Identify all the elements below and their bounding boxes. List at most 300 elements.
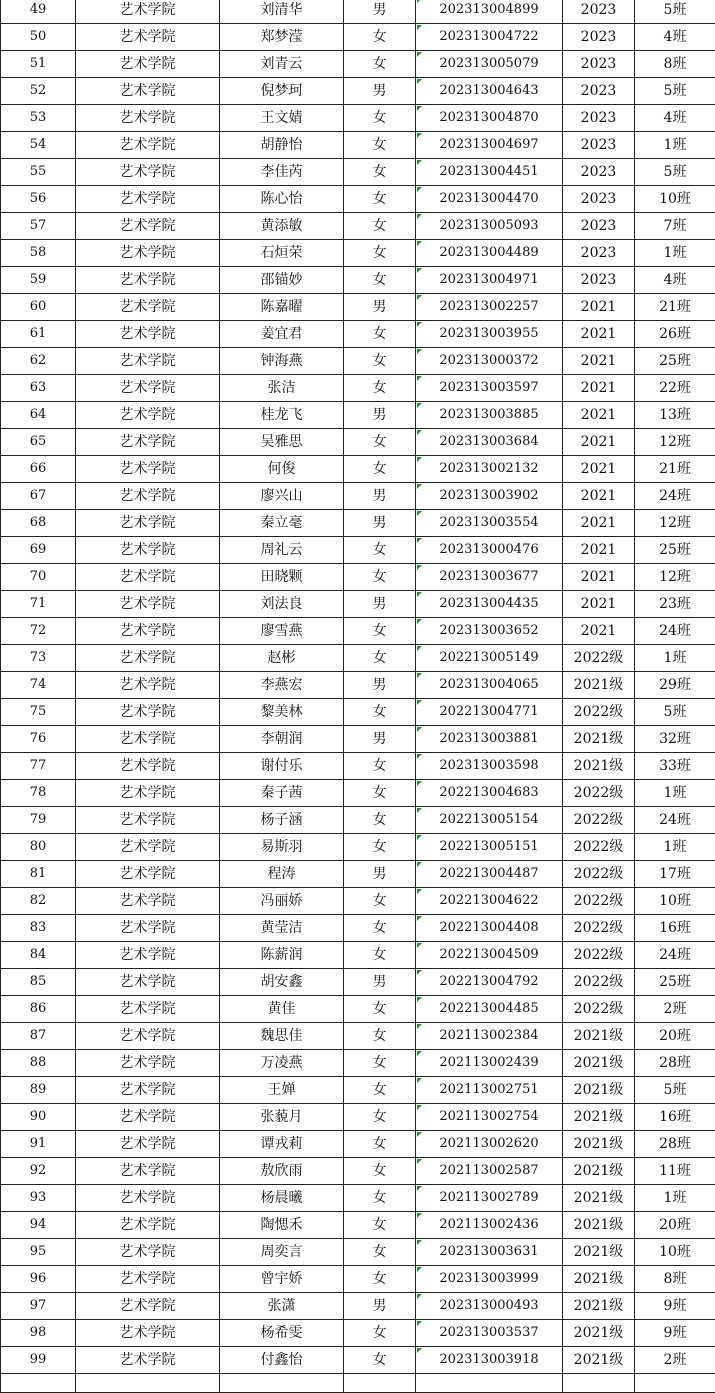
college-cell: 艺术学院 bbox=[76, 78, 220, 105]
table-row bbox=[1, 348, 715, 375]
table-row bbox=[1, 996, 715, 1023]
student-id-cell: 202313003652 bbox=[416, 618, 563, 645]
table-row bbox=[1, 645, 715, 672]
table-row bbox=[1, 834, 715, 861]
gender-cell: 女 bbox=[344, 537, 416, 564]
grade-cell: 2023 bbox=[563, 186, 635, 213]
name-cell: 郑梦滢 bbox=[220, 24, 344, 51]
grade-cell: 2023 bbox=[563, 0, 635, 24]
college-cell: 艺术学院 bbox=[76, 105, 220, 132]
table-row bbox=[1, 915, 715, 942]
college-cell: 艺术学院 bbox=[76, 942, 220, 969]
student-id-cell: 202313003677 bbox=[416, 564, 563, 591]
table-row bbox=[1, 213, 715, 240]
name-cell: 易斯羽 bbox=[220, 834, 344, 861]
name-cell: 程涛 bbox=[220, 861, 344, 888]
gender-cell: 女 bbox=[344, 645, 416, 672]
class-cell: 2班 bbox=[635, 1347, 715, 1374]
college-cell: 艺术学院 bbox=[76, 1266, 220, 1293]
class-cell: 4班 bbox=[635, 24, 715, 51]
grade-cell: 2021级 bbox=[563, 1104, 635, 1131]
grade-cell: 2022级 bbox=[563, 942, 635, 969]
table-row bbox=[1, 726, 715, 753]
gender-cell: 女 bbox=[344, 186, 416, 213]
college-cell: 艺术学院 bbox=[76, 213, 220, 240]
college-cell: 艺术学院 bbox=[76, 483, 220, 510]
class-cell: 1班 bbox=[635, 645, 715, 672]
grade-cell: 2021级 bbox=[563, 1212, 635, 1239]
class-cell: 16班 bbox=[635, 915, 715, 942]
grade-cell: 2023 bbox=[563, 78, 635, 105]
table-row bbox=[1, 132, 715, 159]
name-cell: 曾宇娇 bbox=[220, 1266, 344, 1293]
table-row bbox=[1, 1347, 715, 1374]
class-cell: 5班 bbox=[635, 78, 715, 105]
name-cell: 陈心怡 bbox=[220, 186, 344, 213]
row-number-cell: 61 bbox=[1, 321, 76, 348]
gender-cell: 女 bbox=[344, 834, 416, 861]
table-row bbox=[1, 1050, 715, 1077]
college-cell: 艺术学院 bbox=[76, 1131, 220, 1158]
name-cell: 谭戎莉 bbox=[220, 1131, 344, 1158]
gender-cell: 男 bbox=[344, 672, 416, 699]
class-cell: 12班 bbox=[635, 429, 715, 456]
row-number-cell: 67 bbox=[1, 483, 76, 510]
class-cell: 24班 bbox=[635, 618, 715, 645]
gender-cell: 女 bbox=[344, 1239, 416, 1266]
college-cell: 艺术学院 bbox=[76, 1347, 220, 1374]
row-number-cell: 87 bbox=[1, 1023, 76, 1050]
gender-cell: 女 bbox=[344, 348, 416, 375]
grade-cell: 2021级 bbox=[563, 1185, 635, 1212]
class-cell: 10班 bbox=[635, 1239, 715, 1266]
row-number-cell: 94 bbox=[1, 1212, 76, 1239]
table-row bbox=[1, 672, 715, 699]
name-cell: 周奕言 bbox=[220, 1239, 344, 1266]
row-number-cell: 90 bbox=[1, 1104, 76, 1131]
gender-cell: 男 bbox=[344, 591, 416, 618]
name-cell: 周礼云 bbox=[220, 537, 344, 564]
row-number-cell: 76 bbox=[1, 726, 76, 753]
student-id-cell: 202313004899 bbox=[416, 0, 563, 24]
college-cell: 艺术学院 bbox=[76, 1023, 220, 1050]
class-cell: 9班 bbox=[635, 1320, 715, 1347]
student-id-cell: 202313003885 bbox=[416, 402, 563, 429]
gender-cell: 女 bbox=[344, 105, 416, 132]
table-row bbox=[1, 1212, 715, 1239]
college-cell: 艺术学院 bbox=[76, 834, 220, 861]
college-cell: 艺术学院 bbox=[76, 348, 220, 375]
college-cell: 艺术学院 bbox=[76, 1212, 220, 1239]
table-row bbox=[1, 186, 715, 213]
gender-cell: 女 bbox=[344, 375, 416, 402]
college-cell: 艺术学院 bbox=[76, 807, 220, 834]
row-number-cell: 81 bbox=[1, 861, 76, 888]
name-cell: 黄莹洁 bbox=[220, 915, 344, 942]
name-cell: 万凌燕 bbox=[220, 1050, 344, 1077]
table-row bbox=[1, 0, 715, 24]
name-cell: 敖欣雨 bbox=[220, 1158, 344, 1185]
grade-cell: 2022级 bbox=[563, 780, 635, 807]
gender-cell: 男 bbox=[344, 78, 416, 105]
class-cell: 8班 bbox=[635, 51, 715, 78]
college-cell: 艺术学院 bbox=[76, 24, 220, 51]
gender-cell: 女 bbox=[344, 456, 416, 483]
class-cell: 1班 bbox=[635, 780, 715, 807]
student-id-cell: 202313004643 bbox=[416, 78, 563, 105]
class-cell: 17班 bbox=[635, 861, 715, 888]
gender-cell: 男 bbox=[344, 726, 416, 753]
class-cell: 10班 bbox=[635, 186, 715, 213]
table-row bbox=[1, 375, 715, 402]
college-cell: 艺术学院 bbox=[76, 1320, 220, 1347]
empty-cell bbox=[76, 1374, 220, 1393]
grade-cell: 2023 bbox=[563, 213, 635, 240]
student-id-cell: 202113002439 bbox=[416, 1050, 563, 1077]
gender-cell: 女 bbox=[344, 240, 416, 267]
grade-cell: 2022级 bbox=[563, 807, 635, 834]
row-number-cell: 49 bbox=[1, 0, 76, 24]
name-cell: 杨希雯 bbox=[220, 1320, 344, 1347]
name-cell: 钟海燕 bbox=[220, 348, 344, 375]
class-cell: 28班 bbox=[635, 1131, 715, 1158]
row-number-cell: 69 bbox=[1, 537, 76, 564]
college-cell: 艺术学院 bbox=[76, 645, 220, 672]
name-cell: 冯丽娇 bbox=[220, 888, 344, 915]
name-cell: 张洁 bbox=[220, 375, 344, 402]
grade-cell: 2023 bbox=[563, 267, 635, 294]
class-cell: 1班 bbox=[635, 240, 715, 267]
student-id-cell: 202313003918 bbox=[416, 1347, 563, 1374]
student-id-cell: 202313004435 bbox=[416, 591, 563, 618]
name-cell: 吴雅思 bbox=[220, 429, 344, 456]
gender-cell: 女 bbox=[344, 915, 416, 942]
gender-cell: 女 bbox=[344, 1212, 416, 1239]
name-cell: 谢付乐 bbox=[220, 753, 344, 780]
gender-cell: 女 bbox=[344, 942, 416, 969]
gender-cell: 女 bbox=[344, 267, 416, 294]
class-cell: 1班 bbox=[635, 132, 715, 159]
student-id-cell: 202313005079 bbox=[416, 51, 563, 78]
row-number-cell: 91 bbox=[1, 1131, 76, 1158]
empty-cell bbox=[344, 1374, 416, 1393]
table-row bbox=[1, 753, 715, 780]
table-row bbox=[1, 861, 715, 888]
row-number-cell: 51 bbox=[1, 51, 76, 78]
student-id-cell: 202313004870 bbox=[416, 105, 563, 132]
grade-cell: 2022级 bbox=[563, 645, 635, 672]
class-cell: 29班 bbox=[635, 672, 715, 699]
name-cell: 刘青云 bbox=[220, 51, 344, 78]
gender-cell: 女 bbox=[344, 807, 416, 834]
gender-cell: 男 bbox=[344, 510, 416, 537]
grade-cell: 2021级 bbox=[563, 753, 635, 780]
student-id-cell: 202113002587 bbox=[416, 1158, 563, 1185]
college-cell: 艺术学院 bbox=[76, 564, 220, 591]
college-cell: 艺术学院 bbox=[76, 294, 220, 321]
student-id-cell: 202313004971 bbox=[416, 267, 563, 294]
grade-cell: 2021级 bbox=[563, 1320, 635, 1347]
gender-cell: 女 bbox=[344, 24, 416, 51]
college-cell: 艺术学院 bbox=[76, 51, 220, 78]
name-cell: 杨晨曦 bbox=[220, 1185, 344, 1212]
class-cell: 23班 bbox=[635, 591, 715, 618]
table-row bbox=[1, 429, 715, 456]
name-cell: 桂龙飞 bbox=[220, 402, 344, 429]
row-number-cell: 93 bbox=[1, 1185, 76, 1212]
grade-cell: 2021 bbox=[563, 402, 635, 429]
table-row bbox=[1, 1266, 715, 1293]
table-row bbox=[1, 1023, 715, 1050]
row-number-cell: 63 bbox=[1, 375, 76, 402]
row-number-cell: 60 bbox=[1, 294, 76, 321]
student-id-cell: 202313004451 bbox=[416, 159, 563, 186]
student-id-cell: 202213004622 bbox=[416, 888, 563, 915]
table-row bbox=[1, 591, 715, 618]
student-id-cell: 202313003999 bbox=[416, 1266, 563, 1293]
table-row bbox=[1, 564, 715, 591]
gender-cell: 男 bbox=[344, 483, 416, 510]
class-cell: 33班 bbox=[635, 753, 715, 780]
student-id-cell: 202113002751 bbox=[416, 1077, 563, 1104]
college-cell: 艺术学院 bbox=[76, 1185, 220, 1212]
grade-cell: 2023 bbox=[563, 24, 635, 51]
table-row-partial bbox=[1, 1374, 715, 1393]
name-cell: 秦立毫 bbox=[220, 510, 344, 537]
class-cell: 21班 bbox=[635, 294, 715, 321]
table-row bbox=[1, 1131, 715, 1158]
student-id-cell: 202313003881 bbox=[416, 726, 563, 753]
class-cell: 22班 bbox=[635, 375, 715, 402]
class-cell: 5班 bbox=[635, 0, 715, 24]
row-number-cell: 97 bbox=[1, 1293, 76, 1320]
college-cell: 艺术学院 bbox=[76, 996, 220, 1023]
college-cell: 艺术学院 bbox=[76, 591, 220, 618]
row-number-cell: 98 bbox=[1, 1320, 76, 1347]
class-cell: 4班 bbox=[635, 105, 715, 132]
name-cell: 何俊 bbox=[220, 456, 344, 483]
name-cell: 倪梦珂 bbox=[220, 78, 344, 105]
gender-cell: 男 bbox=[344, 861, 416, 888]
gender-cell: 女 bbox=[344, 159, 416, 186]
gender-cell: 女 bbox=[344, 1131, 416, 1158]
student-id-cell: 202213005154 bbox=[416, 807, 563, 834]
student-id-cell: 202313003684 bbox=[416, 429, 563, 456]
name-cell: 李佳芮 bbox=[220, 159, 344, 186]
college-cell: 艺术学院 bbox=[76, 699, 220, 726]
table-row bbox=[1, 1239, 715, 1266]
gender-cell: 女 bbox=[344, 618, 416, 645]
student-id-cell: 202313003597 bbox=[416, 375, 563, 402]
college-cell: 艺术学院 bbox=[76, 1239, 220, 1266]
student-id-cell: 202113002789 bbox=[416, 1185, 563, 1212]
grade-cell: 2021级 bbox=[563, 1050, 635, 1077]
row-number-cell: 84 bbox=[1, 942, 76, 969]
grade-cell: 2021 bbox=[563, 564, 635, 591]
table-row bbox=[1, 1320, 715, 1347]
row-number-cell: 85 bbox=[1, 969, 76, 996]
row-number-cell: 99 bbox=[1, 1347, 76, 1374]
student-id-cell: 202313000476 bbox=[416, 537, 563, 564]
gender-cell: 女 bbox=[344, 1266, 416, 1293]
gender-cell: 男 bbox=[344, 402, 416, 429]
gender-cell: 女 bbox=[344, 753, 416, 780]
class-cell: 5班 bbox=[635, 159, 715, 186]
row-number-cell: 79 bbox=[1, 807, 76, 834]
grade-cell: 2023 bbox=[563, 51, 635, 78]
row-number-cell: 57 bbox=[1, 213, 76, 240]
row-number-cell: 70 bbox=[1, 564, 76, 591]
grade-cell: 2021级 bbox=[563, 726, 635, 753]
name-cell: 廖兴山 bbox=[220, 483, 344, 510]
row-number-cell: 78 bbox=[1, 780, 76, 807]
gender-cell: 女 bbox=[344, 213, 416, 240]
row-number-cell: 96 bbox=[1, 1266, 76, 1293]
table-row bbox=[1, 537, 715, 564]
row-number-cell: 59 bbox=[1, 267, 76, 294]
grade-cell: 2022级 bbox=[563, 888, 635, 915]
gender-cell: 女 bbox=[344, 1320, 416, 1347]
grade-cell: 2021 bbox=[563, 537, 635, 564]
student-id-cell: 202313000493 bbox=[416, 1293, 563, 1320]
table-row bbox=[1, 402, 715, 429]
row-number-cell: 56 bbox=[1, 186, 76, 213]
gender-cell: 女 bbox=[344, 1050, 416, 1077]
name-cell: 胡静怡 bbox=[220, 132, 344, 159]
table-row bbox=[1, 807, 715, 834]
college-cell: 艺术学院 bbox=[76, 267, 220, 294]
gender-cell: 女 bbox=[344, 1104, 416, 1131]
student-id-cell: 202313002257 bbox=[416, 294, 563, 321]
name-cell: 张藐月 bbox=[220, 1104, 344, 1131]
name-cell: 陈薪润 bbox=[220, 942, 344, 969]
table-row bbox=[1, 267, 715, 294]
grade-cell: 2021 bbox=[563, 294, 635, 321]
class-cell: 26班 bbox=[635, 321, 715, 348]
row-number-cell: 82 bbox=[1, 888, 76, 915]
college-cell: 艺术学院 bbox=[76, 726, 220, 753]
name-cell: 王婵 bbox=[220, 1077, 344, 1104]
class-cell: 1班 bbox=[635, 1185, 715, 1212]
gender-cell: 女 bbox=[344, 1023, 416, 1050]
student-id-cell: 202313002132 bbox=[416, 456, 563, 483]
table-body bbox=[1, 0, 715, 1393]
gender-cell: 女 bbox=[344, 429, 416, 456]
college-cell: 艺术学院 bbox=[76, 186, 220, 213]
college-cell: 艺术学院 bbox=[76, 240, 220, 267]
student-id-cell: 202113002620 bbox=[416, 1131, 563, 1158]
row-number-cell: 77 bbox=[1, 753, 76, 780]
grade-cell: 2023 bbox=[563, 240, 635, 267]
grade-cell: 2021级 bbox=[563, 672, 635, 699]
name-cell: 黄佳 bbox=[220, 996, 344, 1023]
class-cell: 7班 bbox=[635, 213, 715, 240]
table-row bbox=[1, 321, 715, 348]
table-row bbox=[1, 294, 715, 321]
grade-cell: 2021 bbox=[563, 321, 635, 348]
college-cell: 艺术学院 bbox=[76, 429, 220, 456]
class-cell: 24班 bbox=[635, 942, 715, 969]
row-number-cell: 95 bbox=[1, 1239, 76, 1266]
row-number-cell: 74 bbox=[1, 672, 76, 699]
grade-cell: 2021 bbox=[563, 510, 635, 537]
college-cell: 艺术学院 bbox=[76, 915, 220, 942]
college-cell: 艺术学院 bbox=[76, 1158, 220, 1185]
row-number-cell: 83 bbox=[1, 915, 76, 942]
gender-cell: 女 bbox=[344, 1347, 416, 1374]
name-cell: 张潇 bbox=[220, 1293, 344, 1320]
college-cell: 艺术学院 bbox=[76, 861, 220, 888]
student-id-cell: 202313005093 bbox=[416, 213, 563, 240]
row-number-cell: 68 bbox=[1, 510, 76, 537]
row-number-cell: 53 bbox=[1, 105, 76, 132]
row-number-cell: 54 bbox=[1, 132, 76, 159]
empty-cell bbox=[416, 1374, 563, 1393]
name-cell: 廖雪燕 bbox=[220, 618, 344, 645]
table-row bbox=[1, 888, 715, 915]
table-row bbox=[1, 1158, 715, 1185]
table-row bbox=[1, 1104, 715, 1131]
grade-cell: 2021级 bbox=[563, 1023, 635, 1050]
student-id-cell: 202213005149 bbox=[416, 645, 563, 672]
table-row bbox=[1, 1185, 715, 1212]
table-row bbox=[1, 456, 715, 483]
class-cell: 24班 bbox=[635, 483, 715, 510]
gender-cell: 女 bbox=[344, 888, 416, 915]
empty-cell bbox=[1, 1374, 76, 1393]
college-cell: 艺术学院 bbox=[76, 672, 220, 699]
college-cell: 艺术学院 bbox=[76, 1293, 220, 1320]
class-cell: 10班 bbox=[635, 888, 715, 915]
gender-cell: 男 bbox=[344, 294, 416, 321]
class-cell: 11班 bbox=[635, 1158, 715, 1185]
student-id-cell: 202313003902 bbox=[416, 483, 563, 510]
class-cell: 28班 bbox=[635, 1050, 715, 1077]
student-id-cell: 202313004697 bbox=[416, 132, 563, 159]
grade-cell: 2021级 bbox=[563, 1158, 635, 1185]
name-cell: 胡安鑫 bbox=[220, 969, 344, 996]
name-cell: 王文婧 bbox=[220, 105, 344, 132]
college-cell: 艺术学院 bbox=[76, 753, 220, 780]
gender-cell: 男 bbox=[344, 1293, 416, 1320]
class-cell: 21班 bbox=[635, 456, 715, 483]
grade-cell: 2023 bbox=[563, 159, 635, 186]
row-number-cell: 58 bbox=[1, 240, 76, 267]
college-cell: 艺术学院 bbox=[76, 780, 220, 807]
name-cell: 田晓颗 bbox=[220, 564, 344, 591]
gender-cell: 女 bbox=[344, 132, 416, 159]
student-id-cell: 202313004722 bbox=[416, 24, 563, 51]
class-cell: 12班 bbox=[635, 510, 715, 537]
name-cell: 李朝润 bbox=[220, 726, 344, 753]
gender-cell: 女 bbox=[344, 1185, 416, 1212]
grade-cell: 2021 bbox=[563, 348, 635, 375]
college-cell: 艺术学院 bbox=[76, 1050, 220, 1077]
gender-cell: 女 bbox=[344, 780, 416, 807]
college-cell: 艺术学院 bbox=[76, 537, 220, 564]
student-id-cell: 202213004485 bbox=[416, 996, 563, 1023]
college-cell: 艺术学院 bbox=[76, 321, 220, 348]
gender-cell: 女 bbox=[344, 51, 416, 78]
table-row bbox=[1, 969, 715, 996]
college-cell: 艺术学院 bbox=[76, 969, 220, 996]
class-cell: 5班 bbox=[635, 1077, 715, 1104]
grade-cell: 2022级 bbox=[563, 915, 635, 942]
student-id-cell: 202313000372 bbox=[416, 348, 563, 375]
gender-cell: 男 bbox=[344, 0, 416, 24]
name-cell: 赵彬 bbox=[220, 645, 344, 672]
class-cell: 20班 bbox=[635, 1212, 715, 1239]
